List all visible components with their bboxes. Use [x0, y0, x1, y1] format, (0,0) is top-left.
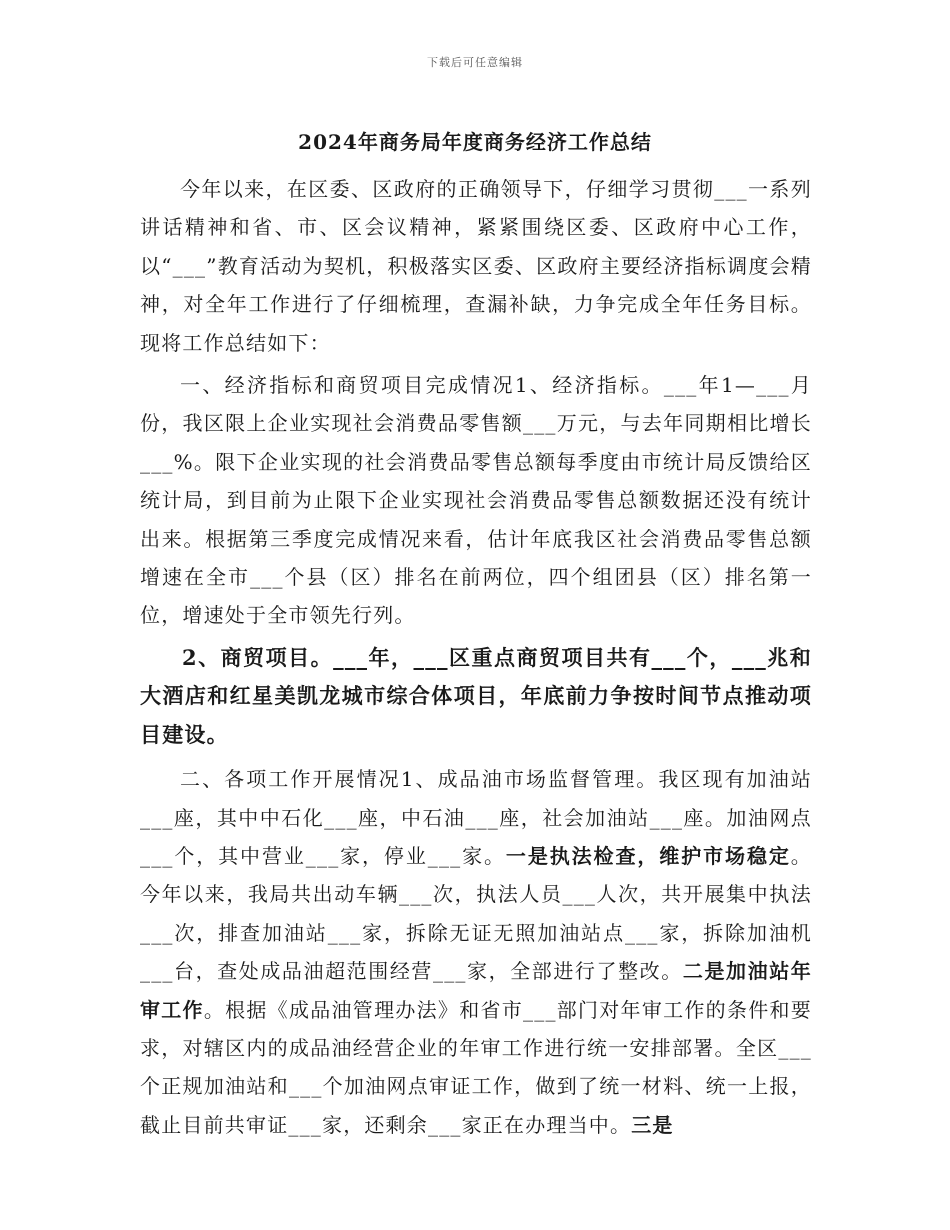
paragraph-work-progress [140, 760, 812, 1144]
work-progress-text-2: 。今年以来，我局共出动车辆___次，执法人员___人次，共开展集中执法___次，排查加油站___家，拆除无证无照加油站点___家，拆除加油机___台，查处成品油超范围经营___家，全部进行了整改。 [140, 843, 812, 984]
document-title: 2024年商务局年度商务经济工作总结 [298, 130, 652, 154]
highlight-law-enforcement: 一是执法检查，维护市场稳定 [505, 843, 791, 868]
highlight-third-item: 三是 [631, 1112, 674, 1137]
work-progress-text-3: 。根据《成品油管理办法》和省市___部门对年审工作的条件和要求，对辖区内的成品油经营企业的年审工作进行统一安排部署。全区___个正规加油站和___个加油网点审证工作，做到了统一材料、统一上报，截止目前共审证___家，还剩余___家正在办理当中。 [140, 997, 812, 1137]
paragraph-economic-indicators: 一、经济指标和商贸项目完成情况1、经济指标。___年1—___月份，我区限上企业实现社会消费品零售额___万元，与去年同期相比增长___%。限下企业实现的社会消费品零售总额每季度由市统计局反馈给区统计局，到目前为止限下企业实现社会消费品零售总额数据还没有统计出来。根据第三季度完成情况来看，估计年底我区社会消费品零售总额增速在全市___个县（区）排名在前两位，四个组团县（区）排名第一位，增速处于全市领先行列。 [140, 373, 812, 628]
document-body [140, 170, 812, 1148]
highlight-annual-review: 二是加油站年审工作 [140, 959, 812, 1022]
work-progress-text-1: 二、各项工作开展情况1、成品油市场监督管理。我区现有加油站___座，其中中石化___座，中石油___座，社会加油站___座。加油网点___个，其中营业___家，停业___家。 [140, 767, 812, 868]
paragraph-intro: 今年以来，在区委、区政府的正确领导下，仔细学习贯彻___一系列讲话精神和省、市、区会议精神，紧紧围绕区委、区政府中心工作，以“___”教育活动为契机，积极落实区委、区政府主要经济指标调度会精神，对全年工作进行了仔细梳理，查漏补缺，力争完成全年任务目标。现将工作总结如下： [140, 177, 812, 355]
paragraph-trade-projects: 2、商贸项目。___年，___区重点商贸项目共有___个，___兆和大酒店和红星美凯龙城市综合体项目，年底前力争按时间节点推动项目建设。 [140, 644, 812, 747]
header-note: 下载后可任意编辑 [427, 56, 523, 69]
